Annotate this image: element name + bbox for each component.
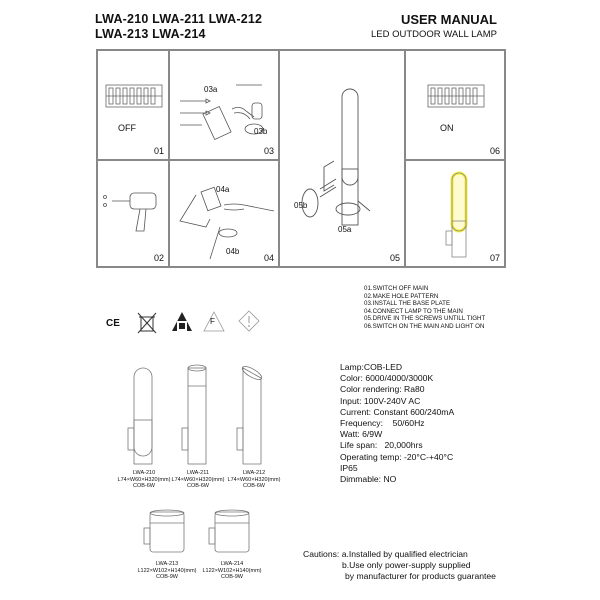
callout-04b: 04b [226,247,240,256]
spec-value: 20,000hrs [384,440,423,451]
spec-list [340,362,454,485]
product-label-lwa-212 [214,470,294,490]
callout-05a: 05a [338,225,352,234]
panel-number: 07 [489,253,500,263]
f-mark-label: F [210,317,215,326]
panel-number: 02 [153,253,164,263]
step-item: 05.DRIVE IN THE SCREWS UNTILL TIGHT [364,315,486,323]
product-dims: L74×W60×H320(mm) [171,476,225,483]
panel-number: 05 [389,253,400,263]
product-power: COB-6W [133,483,155,489]
panel-number: 04 [263,253,274,263]
product-dims: L74×W60×H320(mm) [227,476,281,483]
lwa-210-drawing [128,368,152,464]
switch-state-off: OFF [118,123,136,133]
spec-label: Current: [340,406,372,417]
spec-value: Constant 600/240mA [373,406,455,417]
spec-label: Frequency: [340,418,383,429]
spec-row [340,384,454,395]
step-item: 03.INSTALL THE BASE PLATE [364,300,451,308]
product-model: LWA-214 [220,561,244,567]
product-model: LWA-213 [155,561,179,567]
model-list-line2: LWA-213 LWA-214 [95,27,206,41]
spec-label: IP65 [340,462,358,473]
spec-row [340,407,454,418]
spec-row [340,463,454,474]
callout-04a: 04a [216,185,230,194]
spec-label: Lamp: [340,362,364,372]
spec-value: 6/9W [362,429,383,440]
cautions-label: Cautions: [303,549,340,559]
manual-subtitle: LED OUTDOOR WALL LAMP [371,29,497,40]
caution-line: a.Installed by qualified electrician [341,549,468,559]
product-model: LWA-211 [187,470,209,476]
manual-title: USER MANUAL [400,12,497,27]
spec-value: 50/60Hz [392,418,425,429]
panel-number: 01 [153,146,164,156]
product-power: COB-9W [221,574,243,580]
spec-row [340,396,454,407]
spec-value: Ra80 [404,384,425,395]
ce-mark-icon: CE [106,318,120,329]
caution-line: b.Use only power-supply supplied [342,560,471,570]
product-model: LWA-212 [242,470,266,476]
spec-value: -20°C-+40°C [404,451,454,462]
spec-row [340,440,454,451]
spec-value: COB-LED [363,362,403,372]
spec-value: 100V-240V AC [363,395,421,406]
panel-number: 06 [489,146,500,156]
product-label-lwa-214 [192,561,272,581]
spec-value: 6000/4000/3000K [365,373,434,384]
product-power: COB-9W [156,574,178,580]
model-list-line1: LWA-210 LWA-211 LWA-212 [95,12,263,26]
spec-label: Operating temp: [340,451,402,462]
spec-row [340,418,454,429]
lwa-213-drawing [144,510,184,552]
spec-label: Color: [340,373,363,384]
step-item: 02.MAKE HOLE PATTERN [364,292,439,300]
lwa-211-drawing [182,365,206,464]
product-model: LWA-210 [132,470,156,476]
cautions [303,549,496,582]
callout-03a: 03a [204,85,218,94]
spec-row [340,429,454,440]
spec-row [340,373,454,384]
step-item: 04.CONNECT LAMP TO THE MAIN [364,307,463,315]
panel-number: 03 [263,146,274,156]
spec-label: Input: [340,395,362,406]
spec-label: Life span: [340,440,378,451]
step-item: 06.SWITCH ON THE MAIN AND LIGHT ON [364,322,485,330]
product-dims: L122×W102×H140(mm) [202,567,262,574]
product-power: COB-6W [243,483,265,489]
spec-row [340,452,454,463]
spec-label: Watt: [340,429,360,440]
spec-value: NO [383,474,397,485]
switch-state-on: ON [440,123,454,133]
product-power: COB-6W [187,483,209,489]
lwa-212-drawing [237,364,264,464]
spec-label: Dimmable: [340,474,382,485]
lwa-214-drawing [209,510,249,552]
spec-label: Color rendering: [340,384,402,395]
spec-row [340,362,454,373]
caution-line: by manufacturer for products guarantee [345,571,496,581]
callout-03b: 03b [254,127,268,136]
product-dims: L122×W102×H140(mm) [137,567,197,574]
step-item: 01.SWITCH OFF MAIN [364,285,429,292]
callout-05b: 05b [294,201,308,210]
product-dims: L74×W60×H320(mm) [117,476,171,483]
spec-row [340,474,454,485]
